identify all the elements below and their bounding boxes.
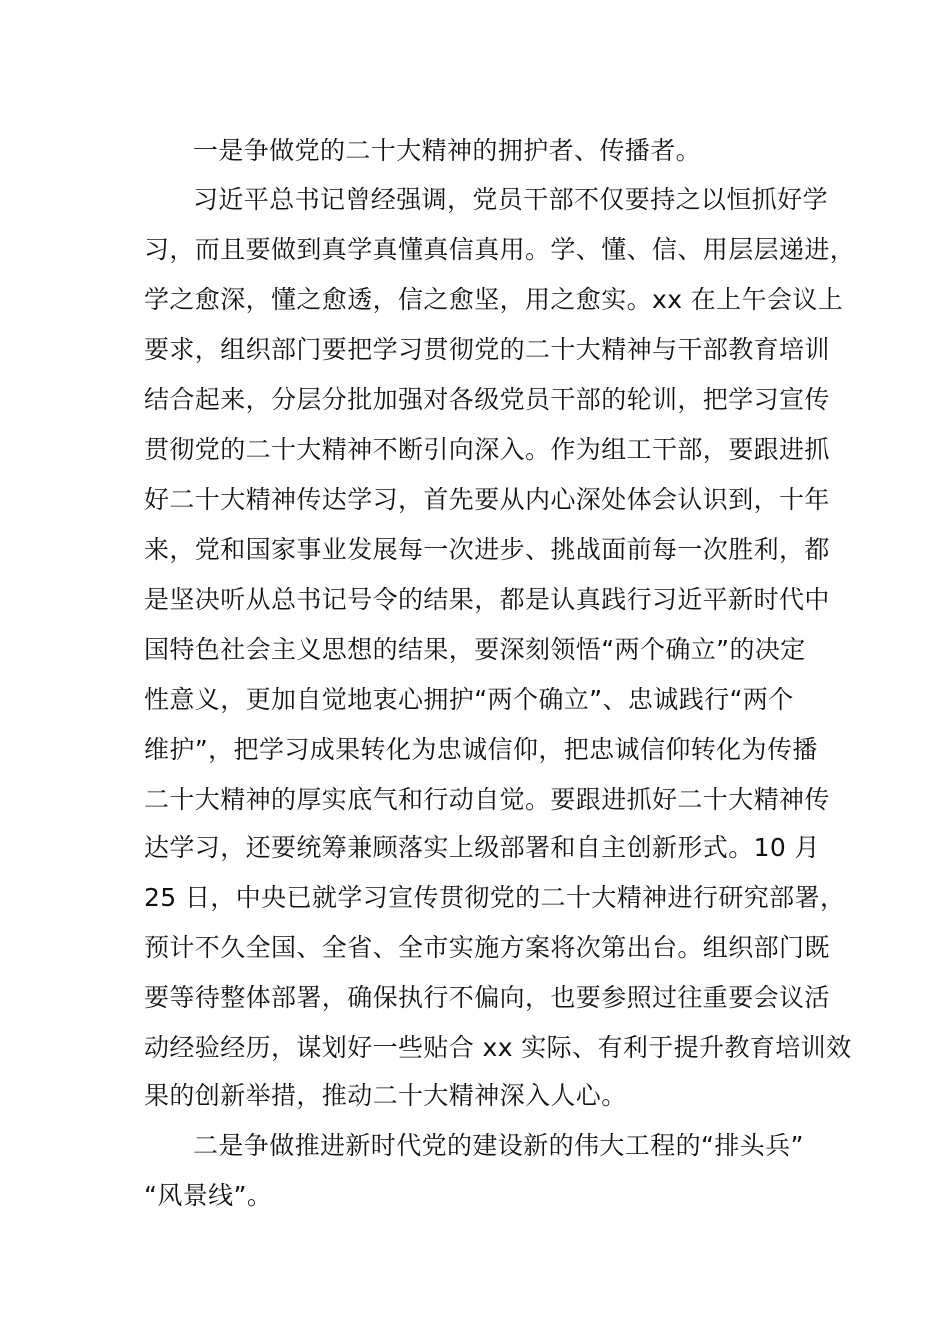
heading-two: 二是争做推进新时代党的建设新的伟大工程的“排头兵” <box>193 1131 804 1160</box>
paragraph-line: 学之愈深，懂之愈透，信之愈坚，用之愈实。xx 在上午会议上 <box>144 285 844 314</box>
paragraph-line: 贯彻党的二十大精神不断引向深入。作为组工干部，要跟进抓 <box>144 435 830 464</box>
paragraph-line: 性意义，更加自觉地衷心拥护“两个确立”、忠诚践行“两个 <box>144 685 794 714</box>
paragraph-line: 是坚决听从总书记号令的结果，都是认真践行习近平新时代中 <box>144 585 830 614</box>
heading-one: 一是争做党的二十大精神的拥护者、传播者。 <box>193 136 702 165</box>
paragraph-line: 来，党和国家事业发展每一次进步、挑战面前每一次胜利，都 <box>144 535 830 564</box>
paragraph-line: 习近平总书记曾经强调，党员干部不仅要持之以恒抓好学 <box>193 185 829 214</box>
paragraph-line: 果的创新举措，推动二十大精神深入人心。 <box>144 1081 627 1110</box>
paragraph-line: 国特色社会主义思想的结果，要深刻领悟“两个确立”的决定 <box>144 635 806 664</box>
paragraph-line: 预计不久全国、全省、全市实施方案将次第出台。组织部门既 <box>144 933 830 962</box>
heading-two-continued: “风景线”。 <box>144 1181 273 1210</box>
paragraph-line: 动经验经历，谋划好一些贴合 xx 实际、有利于提升教育培训效 <box>144 1033 852 1062</box>
paragraph-line: 结合起来，分层分批加强对各级党员干部的轮训，把学习宣传 <box>144 385 830 414</box>
paragraph-line: 好二十大精神传达学习，首先要从内心深处体会认识到，十年 <box>144 485 830 514</box>
paragraph-line: 维护”，把学习成果转化为忠诚信仰，把忠诚信仰转化为传播 <box>144 735 818 764</box>
paragraph-line: 达学习，还要统筹兼顾落实上级部署和自主创新形式。10 月 <box>144 833 820 862</box>
paragraph-line: 习，而且要做到真学真懂真信真用。学、懂、信、用层层递进， <box>144 235 856 264</box>
paragraph-line: 要求，组织部门要把学习贯彻党的二十大精神与干部教育培训 <box>144 335 830 364</box>
paragraph-line: 25 日，中央已就学习宣传贯彻党的二十大精神进行研究部署， <box>144 883 846 912</box>
paragraph-line: 要等待整体部署，确保执行不偏向，也要参照过往重要会议活 <box>144 983 830 1012</box>
paragraph-line: 二十大精神的厚实底气和行动自觉。要跟进抓好二十大精神传 <box>144 785 830 814</box>
